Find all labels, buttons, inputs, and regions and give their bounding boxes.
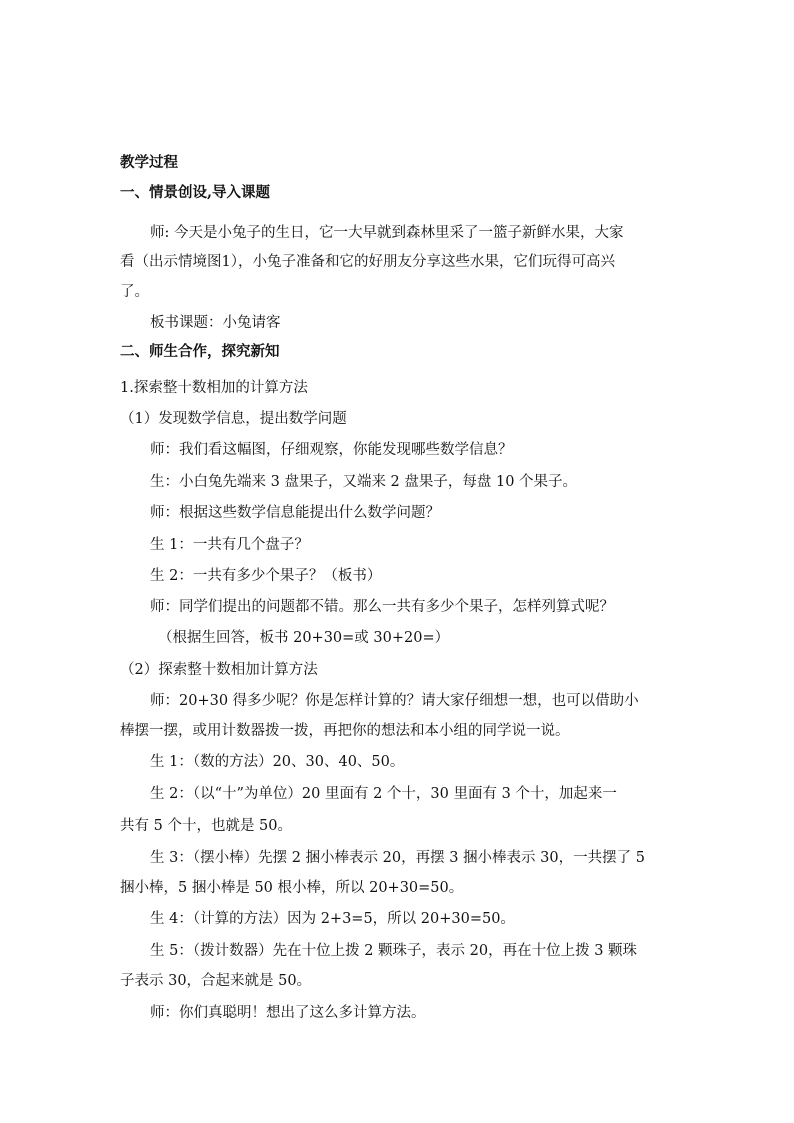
student4-answer: 生 4：（计算的方法）因为 2+3=5，所以 20+30=50。: [150, 911, 515, 927]
dialogue-line: 生：小白兔先端来 3 盘果子，又端来 2 盘果子，每盘 10 个果子。: [150, 474, 578, 490]
board-note: （根据生回答，板书 20+30=或 30+20=）: [158, 630, 450, 646]
teacher-question-line2: 棒摆一摆，或用计数器拨一拨，再把你的想法和本小组的同学说一说。: [120, 723, 570, 739]
student2-answer-line1: 生 2：（以“十”为单位）20 里面有 2 个十，30 里面有 3 个十，加起来一: [150, 786, 617, 802]
student5-answer-line1: 生 5：（拨计数器）先在十位上拨 2 颗珠子，表示 20，再在十位上拨 3 颗珠: [150, 943, 638, 959]
section2-heading: 二、师生合作，探究新知: [120, 343, 280, 360]
dialogue-line: 师：我们看这幅图，仔细观察，你能发现哪些数学信息？: [150, 442, 513, 458]
student1-answer: 生 1：（数的方法）20、30、40、50。: [150, 754, 405, 770]
teacher-praise: 师：你们真聪明！想出了这么多计算方法。: [150, 1005, 426, 1021]
dialogue-line: 师：同学们提出的问题都不错。那么一共有多少个果子，怎样列算式呢？: [150, 599, 614, 615]
student2-answer-line2: 共有 5 个十，也就是 50。: [120, 818, 293, 834]
dialogue-line: 生 1：一共有几个盘子？: [150, 537, 309, 553]
dialogue-line: 师：根据这些数学信息能提出什么数学问题？: [150, 505, 440, 521]
step1-title: （1）发现数学信息，提出数学问题: [120, 411, 347, 427]
step2-title: （2）探索整十数相加计算方法: [120, 662, 318, 678]
subsection-1-title: 1.探索整十数相加的计算方法: [120, 380, 308, 396]
student3-answer-line2: 捆小棒，5 捆小棒是 50 根小棒，所以 20+30=50。: [120, 880, 464, 896]
section1-heading: 一、情景创设,导入课题: [120, 184, 271, 201]
teacher-question-line1: 师：20+30 得多少呢？你是怎样计算的？请大家仔细想一想，也可以借助小: [150, 693, 639, 709]
board-title: 板书课题：小兔请客: [150, 315, 281, 331]
section1-paragraph-line2: 看（出示情境图1），小兔子准备和它的好朋友分享这些水果，它们玩得可高兴: [120, 254, 615, 270]
student3-answer-line1: 生 3：（摆小棒）先摆 2 捆小棒表示 20，再摆 3 捆小棒表示 30，一共摆了 5: [150, 850, 645, 866]
page-title: 教学过程: [120, 154, 178, 171]
dialogue-line: 生 2：一共有多少个果子？（板书）: [150, 568, 382, 584]
student5-answer-line2: 子表示 30，合起来就是 50。: [120, 973, 312, 989]
section1-paragraph-line3: 了。: [120, 284, 149, 300]
section1-paragraph-line1: 师: 今天是小兔子的生日，它一大早就到森林里采了一篮子新鲜水果，大家: [150, 225, 624, 241]
